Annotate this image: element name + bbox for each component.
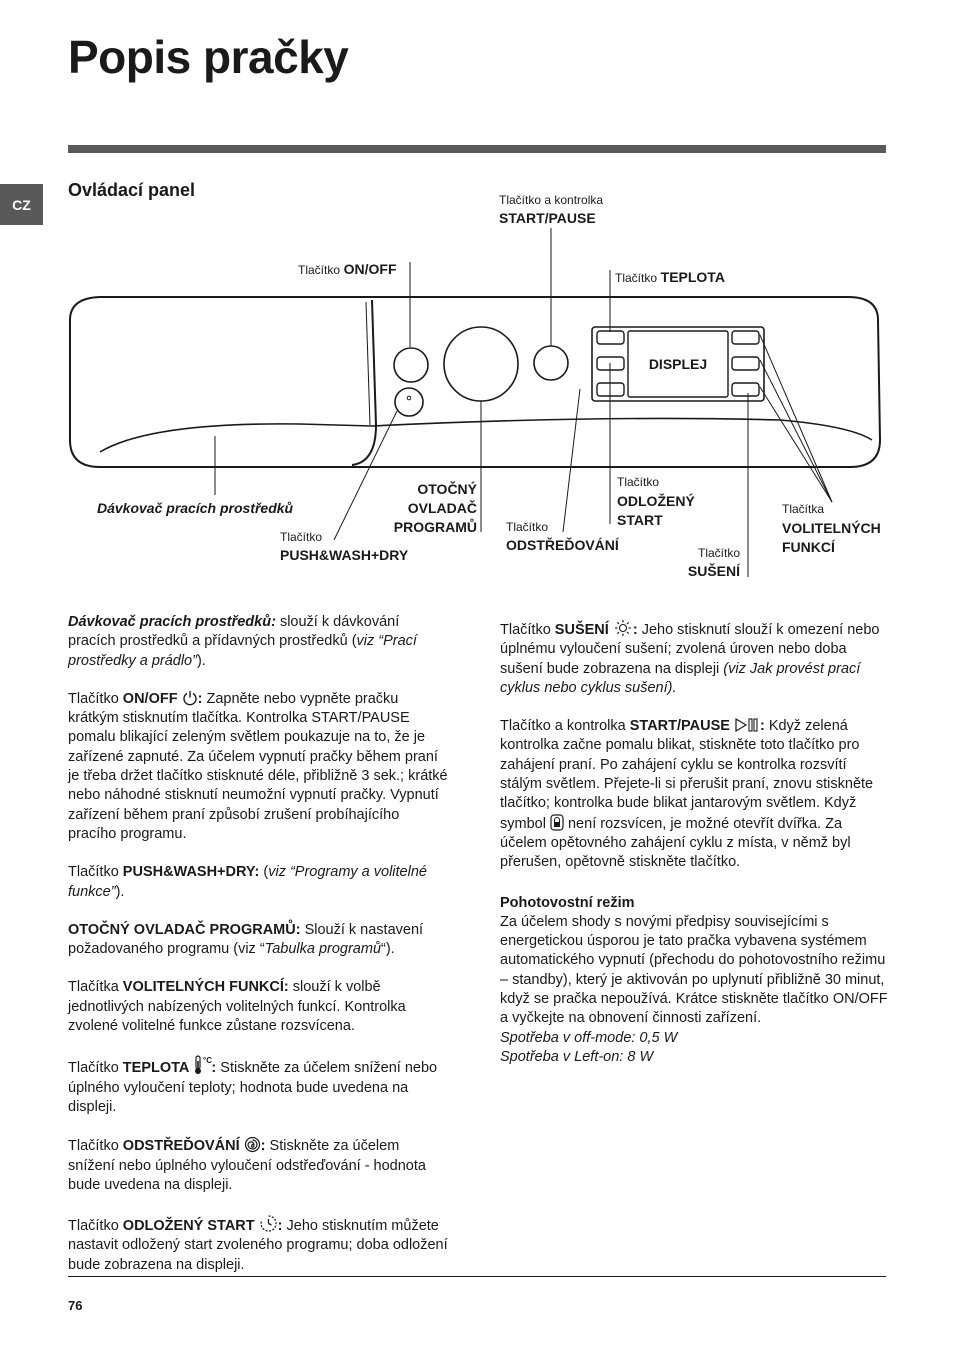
para-volitelne: Tlačítka VOLITELNÝCH FUNKCÍ: slouží k volbě jednotlivých nabízených volitelných funkcí. Kontrolka zvolené volitelné funkce zůstane rozsvícena.: [68, 979, 406, 1035]
program-knob: [444, 327, 518, 401]
right-column: [500, 619, 890, 1086]
start-pause-button: [534, 346, 568, 380]
svg-text:°C: °C: [203, 1056, 213, 1066]
label-davkovac: Dávkovač pracích prostředků: [97, 500, 294, 516]
label-volitelnych-funkci: Tlačítka VOLITELNÝCH FUNKCÍ: [782, 502, 881, 555]
label-start-pause: Tlačítko a kontrolka START/PAUSE: [499, 193, 604, 226]
drawer-handle: [100, 424, 372, 452]
label-suseni: Tlačítko SUŠENÍ: [687, 546, 740, 579]
onoff-button: [394, 348, 428, 382]
label-odstredovani: Tlačítko ODSTŘEĎOVÁNÍ: [506, 520, 619, 553]
label-onoff: Tlačítko ON/OFF: [298, 261, 397, 277]
page-title: Popis pračky: [68, 31, 349, 83]
label-teplota: Tlačítko TEPLOTA: [615, 269, 725, 285]
para-start-pause: Tlačítko a kontrolka START/PAUSE : Když zelená kontrolka začne pomalu blikat, stiskněte toto tlačítko pro zahájení praní. Po zahájení cyklu se kontrolka rozsvítí stálým světlem. Přejete-li si přerušit praní, znovu stiskněte tlačítko; kontrolka bude blikat jantarovým světlem. Když symbol není rozsvícen, je možné otevřít dvířka. Za účelem opětovného zahájení cyklu z místa, v němž byl přerušen, opětovně stiskněte tlačítko.: [500, 718, 874, 871]
para-standby: Pohotovostní režim Za účelem shody s novými předpisy souvisejícími s energetickou úsporou je tato pračka vybavena systémem automatického vypnutí (přechodu do pohotovostního režimu – standby), který je aktivován po uplynutí přibližně 30 minut, když se pračka nepoužívá. Krátce stiskněte tlačítko ON/OFF a vyčkejte na obnovení činnosti zařízení. Spotřeba v off-mode: 0,5 W Spotřeba v Left-on: 8 W: [500, 894, 888, 1065]
language-tab: CZ: [0, 184, 43, 225]
push-wash-dry-button: [395, 388, 423, 416]
drying-sun-icon: [613, 619, 633, 637]
power-icon: [182, 690, 198, 706]
footer-rule: [68, 1276, 886, 1277]
door-lock-icon: [550, 814, 564, 831]
para-push-wash-dry: Tlačítko PUSH&WASH+DRY: (viz “Programy a volitelné funkce”).: [68, 864, 427, 900]
label-push-wash-dry: Tlačítko PUSH&WASH+DRY: [280, 530, 409, 563]
label-otocny: OTOČNÝ OVLADAČ PROGRAMŮ: [393, 481, 477, 535]
spin-icon: [244, 1136, 261, 1153]
header-rule: [68, 145, 886, 153]
page-number: 76: [68, 1298, 83, 1313]
thermometer-icon: [193, 1055, 211, 1075]
para-teplota: Tlačítko TEPLOTA °C : Stiskněte za účelem snížení nebo úplného vyloučení teploty; hodnota bude uvedena na displeji.: [68, 1056, 438, 1115]
standby-heading: Pohotovostní režim: [500, 894, 635, 911]
delay-timer-icon: [259, 1214, 278, 1233]
para-odstredovani: Tlačítko ODSTŘEĎOVÁNÍ : Stiskněte za účelem snížení nebo úplného vyloučení odstřeďování - hodnota bude uvedena na displeji.: [68, 1138, 426, 1193]
display-label: DISPLEJ: [648, 356, 708, 372]
para-odlozeny-start: Tlačítko ODLOŽENÝ START : Jeho stisknutím můžete nastavit odložený start zvoleného programu; doba odložení bude zobrazena na displeji.: [68, 1214, 450, 1275]
play-pause-icon: [734, 717, 760, 733]
para-onoff: Tlačítko ON/OFF : Zapněte nebo vypněte pračku krátkým stisknutím tlačítka. Kontrolka START/PAUSE pomalu blikající zeleným světlem poukazuje na to, že je zařízené zapnuté. Za účelem vypnutí pračky během praní je třeba držet tlačítko stisknuté déle, přibližně 3 sek.; krátké nebo náhodné stisknutí neumožní vypnutí pračky. Vypnutí zařízení během praní způsobí zrušení probíhajícího pracího programu.: [68, 690, 448, 842]
section-title: Ovládací panel: [68, 180, 196, 200]
para-davkovac: Dávkovač pracích prostředků: slouží k dávkování pracích prostředků a přídavných prostředků (viz “Prací prostředky a prádlo”).: [68, 614, 417, 669]
para-otocny: OTOČNÝ OVLADAČ PROGRAMŮ: Slouží k nastavení požadovaného programu (viz “Tabulka programů“).: [68, 921, 424, 958]
drawer-seam: [352, 300, 376, 465]
label-odlozeny-start: Tlačítko ODLOŽENÝ START: [617, 475, 695, 528]
para-suseni: Tlačítko SUŠENÍ : Jeho stisknutí slouží k omezení nebo úplnému vyloučení sušení; zvolená úroven nebo doba sušení bude zobrazena na displeji (viz Jak provést prací cyklus nebo cyklus sušení).: [500, 619, 890, 698]
left-column: [68, 613, 450, 1294]
